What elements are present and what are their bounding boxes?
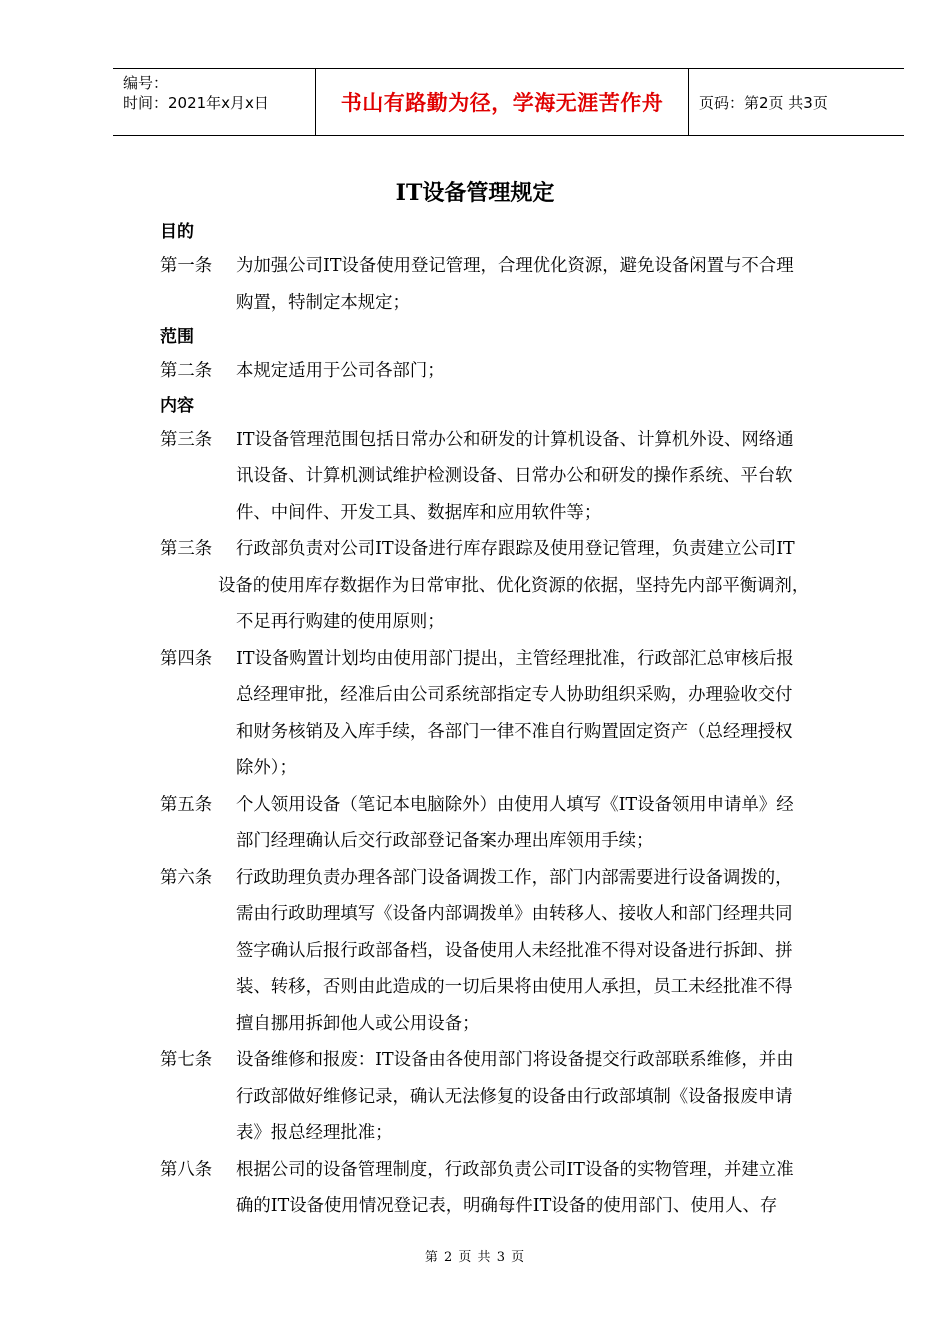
article-line: 个人领用设备（笔记本电脑除外）由使用人填写《IT设备领用申请单》经: [236, 794, 794, 815]
article-text: [236, 1152, 860, 1225]
article-line: 签字确认后报行政部备档，设备使用人未经批准不得对设备进行拆卸、拼: [236, 940, 793, 961]
article-number: 第八条: [160, 1159, 213, 1180]
article-line: IT设备购置计划均由使用部门提出，主管经理批准，行政部汇总审核后报: [236, 648, 794, 669]
article-2: [160, 353, 860, 390]
article-3b: [160, 531, 860, 641]
article-number: 第六条: [160, 867, 213, 888]
header-page-info: 页码：第2页 共3页: [699, 93, 828, 112]
article-line: IT设备管理范围包括日常办公和研发的计算机设备、计算机外设、网络通: [236, 429, 794, 450]
article-line: 为加强公司IT设备使用登记管理，合理优化资源，避免设备闲置与不合理: [236, 256, 794, 276]
article-line: 购置，特制定本规定；: [236, 292, 410, 313]
article-line: 设备的使用库存数据作为日常审批、优化资源的依据，坚持先内部平衡调剂，: [218, 575, 810, 596]
article-text: [236, 641, 860, 787]
article-line: 设备维修和报废：IT设备由各使用部门将设备提交行政部联系维修，并由: [236, 1050, 794, 1070]
article-number: 第五条: [160, 794, 213, 815]
article-number: 第七条: [160, 1050, 213, 1070]
article-3a: [160, 422, 860, 532]
article-line: 擅自挪用拆卸他人或公用设备；: [236, 1013, 480, 1034]
article-1: [160, 248, 860, 321]
document-title: IT设备管理规定: [395, 180, 555, 206]
article-line: 本规定适用于公司各部门；: [236, 361, 445, 381]
article-6: [160, 860, 860, 1043]
article-4: [160, 641, 860, 787]
article-line: 表》报总经理批准；: [236, 1123, 393, 1143]
article-8: [160, 1152, 860, 1225]
article-text: [218, 531, 860, 641]
header-number-label: 编号：: [123, 74, 169, 92]
article-line: 不足再行购建的使用原则；: [236, 612, 445, 632]
article-line: 除外）；: [236, 758, 297, 778]
article-line: 部门经理确认后交行政部登记备案办理出库领用手续；: [236, 831, 654, 851]
article-line: 需由行政助理填写《设备内部调拨单》由转移人、接收人和部门经理共同: [236, 904, 793, 924]
article-line: 装、转移，否则由此造成的一切后果将由使用人承担，员工未经批准不得: [236, 977, 793, 997]
article-text: [236, 1042, 860, 1152]
article-line: 行政部做好维修记录，确认无法修复的设备由行政部填制《设备报废申请: [236, 1086, 793, 1107]
article-number: 第三条: [160, 539, 213, 559]
header-motto: 书山有路勤为径，学海无涯苦作舟: [315, 69, 689, 135]
section-heading-content: 内容: [160, 395, 194, 416]
section-heading-purpose: 目的: [160, 222, 194, 242]
article-number: 第二条: [160, 361, 213, 381]
article-number: 第一条: [160, 256, 213, 276]
article-number: 第三条: [160, 429, 213, 450]
article-line: 确的IT设备使用情况登记表，明确每件IT设备的使用部门、使用人、存: [236, 1196, 778, 1216]
article-line: 根据公司的设备管理制度，行政部负责公司IT设备的实物管理，并建立准: [236, 1159, 794, 1180]
article-line: 讯设备、计算机测试维护检测设备、日常办公和研发的操作系统、平台软: [236, 466, 793, 486]
article-text: [236, 248, 860, 321]
article-text: [236, 860, 860, 1043]
article-text: [236, 787, 860, 860]
header-meta: [113, 69, 315, 135]
article-line: 行政部负责对公司IT设备进行库存跟踪及使用登记管理，负责建立公司IT: [236, 539, 795, 559]
article-number: 第四条: [160, 648, 213, 669]
page-footer: 第 2 页 共 3 页: [424, 1250, 526, 1265]
document-body: [160, 216, 860, 1225]
header-time-label: 时间：2021年x月x日: [123, 94, 269, 112]
article-line: 件、中间件、开发工具、数据库和应用软件等；: [236, 502, 602, 523]
page-header: [113, 68, 904, 136]
article-text: [236, 422, 860, 532]
article-7: [160, 1042, 860, 1152]
article-line: 和财务核销及入库手续，各部门一律不准自行购置固定资产（总经理授权: [236, 721, 793, 742]
article-5: [160, 787, 860, 860]
section-heading-scope: 范围: [160, 327, 194, 347]
article-line: 总经理审批，经准后由公司系统部指定专人协助组织采购，办理验收交付: [236, 685, 793, 705]
article-text: [236, 353, 860, 390]
article-line: 行政助理负责办理各部门设备调拨工作，部门内部需要进行设备调拨的，: [236, 867, 793, 888]
